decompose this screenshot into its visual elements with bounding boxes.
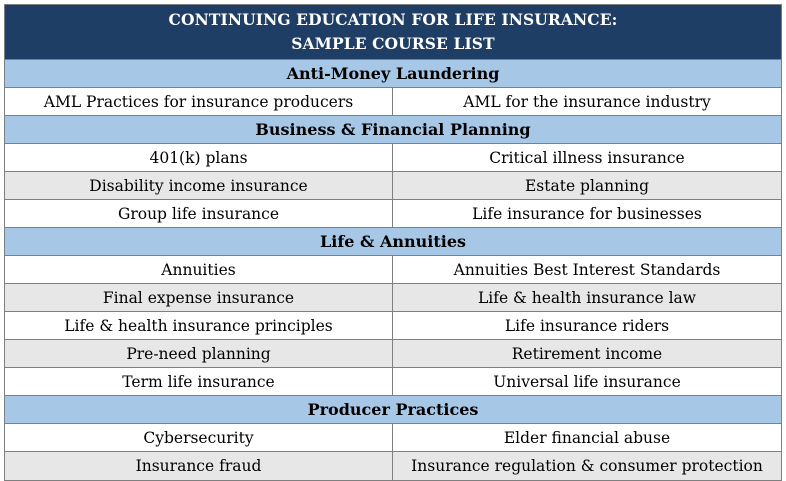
section-group — [5, 228, 781, 396]
course-cell-right: Universal life insurance — [493, 372, 681, 391]
course-cell-left: 401(k) plans — [5, 144, 393, 171]
table-title-line-1: CONTINUING EDUCATION FOR LIFE INSURANCE: — [168, 10, 618, 29]
course-cell-left: Term life insurance — [5, 368, 393, 395]
course-cell-left: Insurance fraud — [5, 452, 393, 480]
table-body — [5, 60, 781, 480]
table-row — [5, 200, 781, 228]
course-cell-right: Retirement income — [511, 344, 663, 363]
table-row — [5, 256, 781, 284]
section-group — [5, 396, 781, 480]
section-heading: Anti-Money Laundering — [5, 60, 781, 88]
course-cell-right: Insurance regulation & consumer protection — [411, 457, 763, 475]
course-cell-right: AML for the insurance industry — [463, 92, 711, 111]
table-title-line-2: SAMPLE COURSE LIST — [291, 34, 495, 53]
course-cell-right: Life & health insurance law — [477, 288, 697, 307]
section-group — [5, 60, 781, 116]
course-list-table — [4, 4, 782, 481]
course-cell-left: Group life insurance — [5, 200, 393, 227]
course-cell-left: Annuities — [5, 256, 393, 283]
table-row — [5, 144, 781, 172]
course-cell-left: Pre-need planning — [5, 340, 393, 367]
course-cell-left: Final expense insurance — [5, 284, 393, 311]
section-group — [5, 116, 781, 228]
table-row — [5, 424, 781, 452]
course-cell-left: Disability income insurance — [5, 172, 393, 199]
table-row — [5, 340, 781, 368]
table-row — [5, 452, 781, 480]
course-cell-right: Critical illness insurance — [489, 148, 685, 167]
table-row — [5, 284, 781, 312]
course-cell-right: Elder financial abuse — [503, 428, 671, 447]
course-cell-right: Life insurance for businesses — [472, 204, 702, 223]
section-heading: Business & Financial Planning — [5, 116, 781, 144]
course-cell-left: Cybersecurity — [5, 424, 393, 451]
table-row — [5, 312, 781, 340]
course-cell-right: Annuities Best Interest Standards — [453, 260, 721, 279]
section-heading: Producer Practices — [5, 396, 781, 424]
table-row — [5, 88, 781, 116]
table-row — [5, 368, 781, 396]
course-cell-left: AML Practices for insurance producers — [5, 88, 393, 115]
course-cell-left: Life & health insurance principles — [5, 312, 393, 339]
table-title — [5, 5, 781, 60]
section-heading: Life & Annuities — [5, 228, 781, 256]
course-cell-right: Estate planning — [524, 176, 649, 195]
table-row — [5, 172, 781, 200]
course-cell-right: Life insurance riders — [504, 316, 670, 335]
